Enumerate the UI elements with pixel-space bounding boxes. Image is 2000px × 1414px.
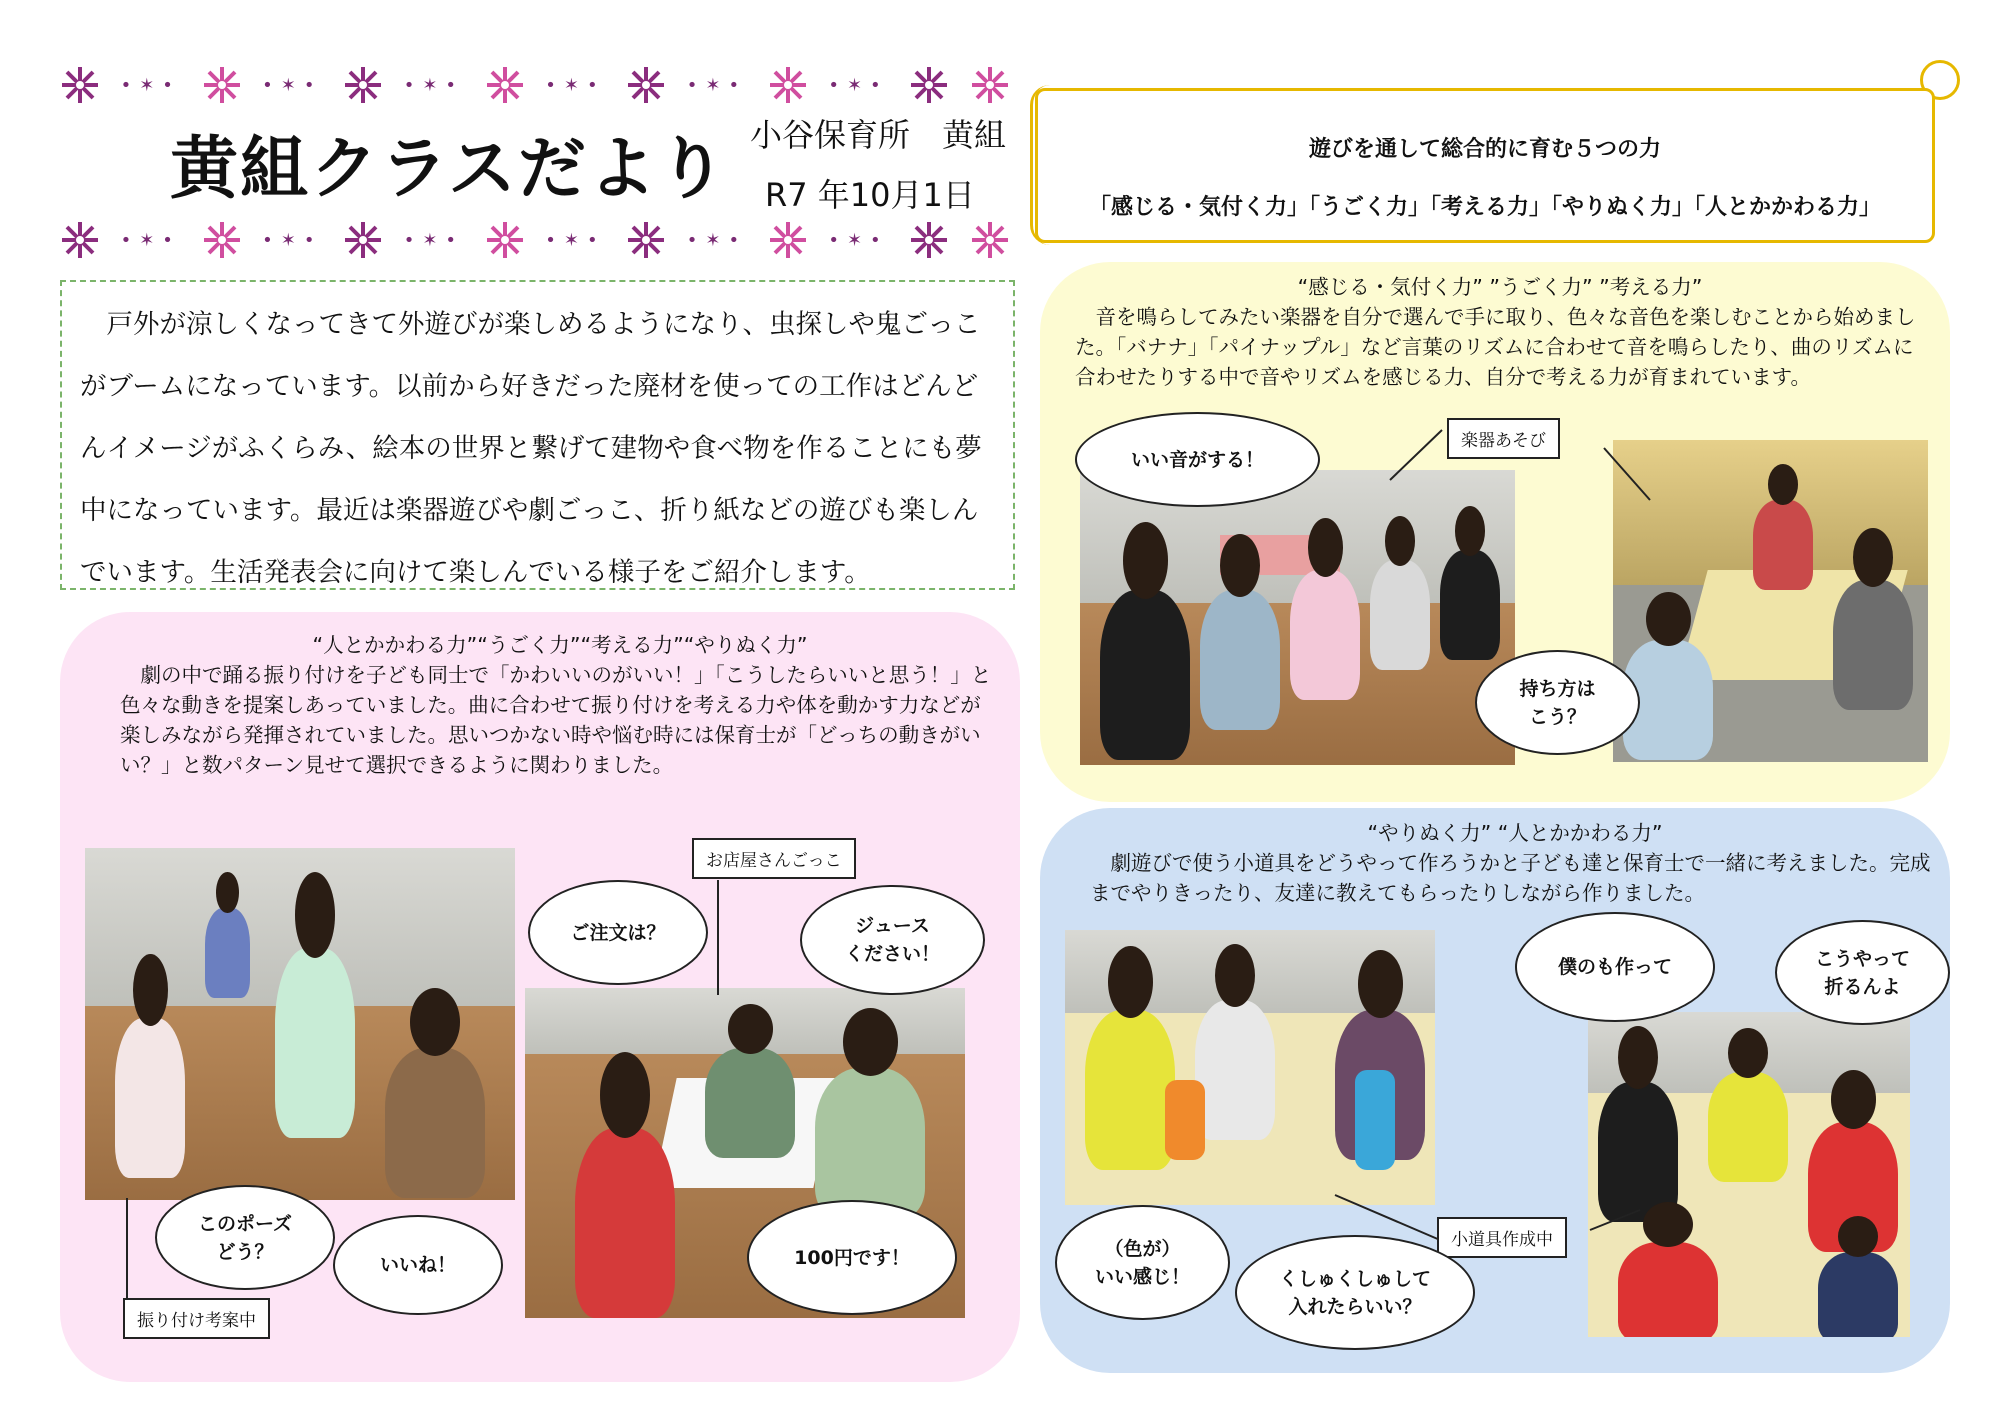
flower-icon <box>909 220 949 260</box>
dot-divider: •✶• <box>403 229 465 251</box>
flower-icon <box>626 220 666 260</box>
section-props-text <box>1090 818 1940 908</box>
dot-divider: •✶• <box>545 229 606 251</box>
section-props-body: 劇遊びで使う小道具をどうやって作ろうかと子ども達と保育士で一緒に考えました。完成までやりきったり、友達に教えてもらったりしながら作りました。 <box>1090 851 1931 905</box>
flower-icon <box>202 220 242 260</box>
dot-divider: •✶• <box>120 229 181 251</box>
flower-icon <box>343 65 383 105</box>
flower-icon <box>768 65 808 105</box>
bubble-nice-color: （色が） いい感じ！ <box>1055 1205 1230 1320</box>
photo-instruments-1 <box>1080 470 1515 765</box>
flower-icon <box>485 65 525 105</box>
dot-divider: •✶• <box>686 74 748 96</box>
bubble-order: ご注文は？ <box>528 880 708 985</box>
intro-text: 戸外が涼しくなってきて外遊びが楽しめるようになり、虫探しや鬼ごっこがブームになっています。以前から好きだった廃材を使っての工作はどんどんイメージがふくらみ、絵本の世界と繋げて建物や食べ物を作ることにも夢中になっています。最近は楽器遊びや劇ごっこ、折り紙などの遊びも楽しんでいます。生活発表会に向けて楽しんでいる様子をご紹介します。 <box>80 309 982 588</box>
flower-icon <box>909 65 949 105</box>
flower-icon <box>60 220 100 260</box>
bubble-pose: このポーズ どう？ <box>155 1185 335 1290</box>
section-drama-text <box>120 630 1000 780</box>
dot-divider: •✶• <box>120 74 181 96</box>
intro-box <box>60 280 1015 590</box>
section-drama-body: 劇の中で踊る振り付けを子ども同士で「かわいいのがいい！」「こうしたらいいと思う！」と色々な動きを提案しあっていました。曲に合わせて振り付けを考える力や体を動かす力などが楽しみながら発揮されていました。思いつかない時や悩む時には保育士が「どっちの動きがいい？」と数パターン見せて選択できるように関わりました。 <box>120 663 992 777</box>
label-choreography: 振り付け考案中 <box>123 1298 270 1339</box>
dot-divider: •✶• <box>828 74 889 96</box>
dot-divider: •✶• <box>262 229 323 251</box>
bubble-good-sound: いい音がする！ <box>1075 412 1320 507</box>
flower-icon <box>970 65 1010 105</box>
photo-props-2 <box>1588 1012 1910 1337</box>
section-drama-heading: “人とかかわる力”“うごく力”“考える力”“やりぬく力” <box>312 633 808 657</box>
issue-date: R7 年10月1日 <box>765 176 975 214</box>
bubble-fold-like-this: こうやって 折るんよ <box>1775 920 1950 1025</box>
flower-border-bottom <box>60 215 1010 265</box>
dot-divider: •✶• <box>403 74 465 96</box>
banner-title: 遊びを通して総合的に育む５つの力 <box>1308 137 1661 162</box>
bubble-nice: いいね！ <box>333 1215 503 1315</box>
flower-border-top <box>60 60 1010 110</box>
bubble-how-to-hold: 持ち方は こう？ <box>1475 650 1640 755</box>
label-props-making: 小道具作成中 <box>1437 1217 1567 1258</box>
section-music-text <box>1075 272 1925 392</box>
label-shop-play: お店屋さんごっこ <box>692 838 856 879</box>
dot-divider: •✶• <box>545 74 606 96</box>
bubble-make-mine: 僕のも作って <box>1515 912 1715 1022</box>
photo-props-1 <box>1065 930 1435 1205</box>
photo-dance <box>85 848 515 1200</box>
section-music-body: 音を鳴らしてみたい楽器を自分で選んで手に取り、色々な音色を楽しむことから始めました。「バナナ」「パイナップル」など言葉のリズムに合わせて音を鳴らしたり、曲のリズムに合わせたりする中で音やリズムを感じる力、自分で考える力が育まれています。 <box>1075 305 1916 389</box>
flower-icon <box>202 65 242 105</box>
photo-instruments-2 <box>1613 440 1928 762</box>
dot-divider: •✶• <box>686 229 748 251</box>
school-name: 小谷保育所 黄組 <box>750 116 1007 154</box>
dot-divider: •✶• <box>828 229 889 251</box>
flower-icon <box>343 220 383 260</box>
section-props-heading: “やりぬく力” “人とかかわる力” <box>1367 821 1663 845</box>
flower-icon <box>60 65 100 105</box>
bubble-crumple: くしゅくしゅして 入れたらいい？ <box>1235 1235 1475 1350</box>
label-instrument-play: 楽器あそび <box>1447 418 1560 459</box>
bubble-price: 100円です！ <box>747 1200 957 1315</box>
bubble-juice: ジュース ください！ <box>800 885 985 995</box>
flower-icon <box>970 220 1010 260</box>
flower-icon <box>485 220 525 260</box>
section-music-heading: “感じる・気付く力” ”うごく力” ”考える力” <box>1297 275 1703 299</box>
flower-icon <box>626 65 666 105</box>
page-title: 黄組クラスだより <box>170 130 728 209</box>
flower-icon <box>768 220 808 260</box>
scroll-edge <box>1030 85 1060 245</box>
banner-subtitle: 「感じる・気付く力」「うごく力」「考える力」「やりぬく力」「人とかかわる力」 <box>1088 195 1881 220</box>
dot-divider: •✶• <box>262 74 323 96</box>
